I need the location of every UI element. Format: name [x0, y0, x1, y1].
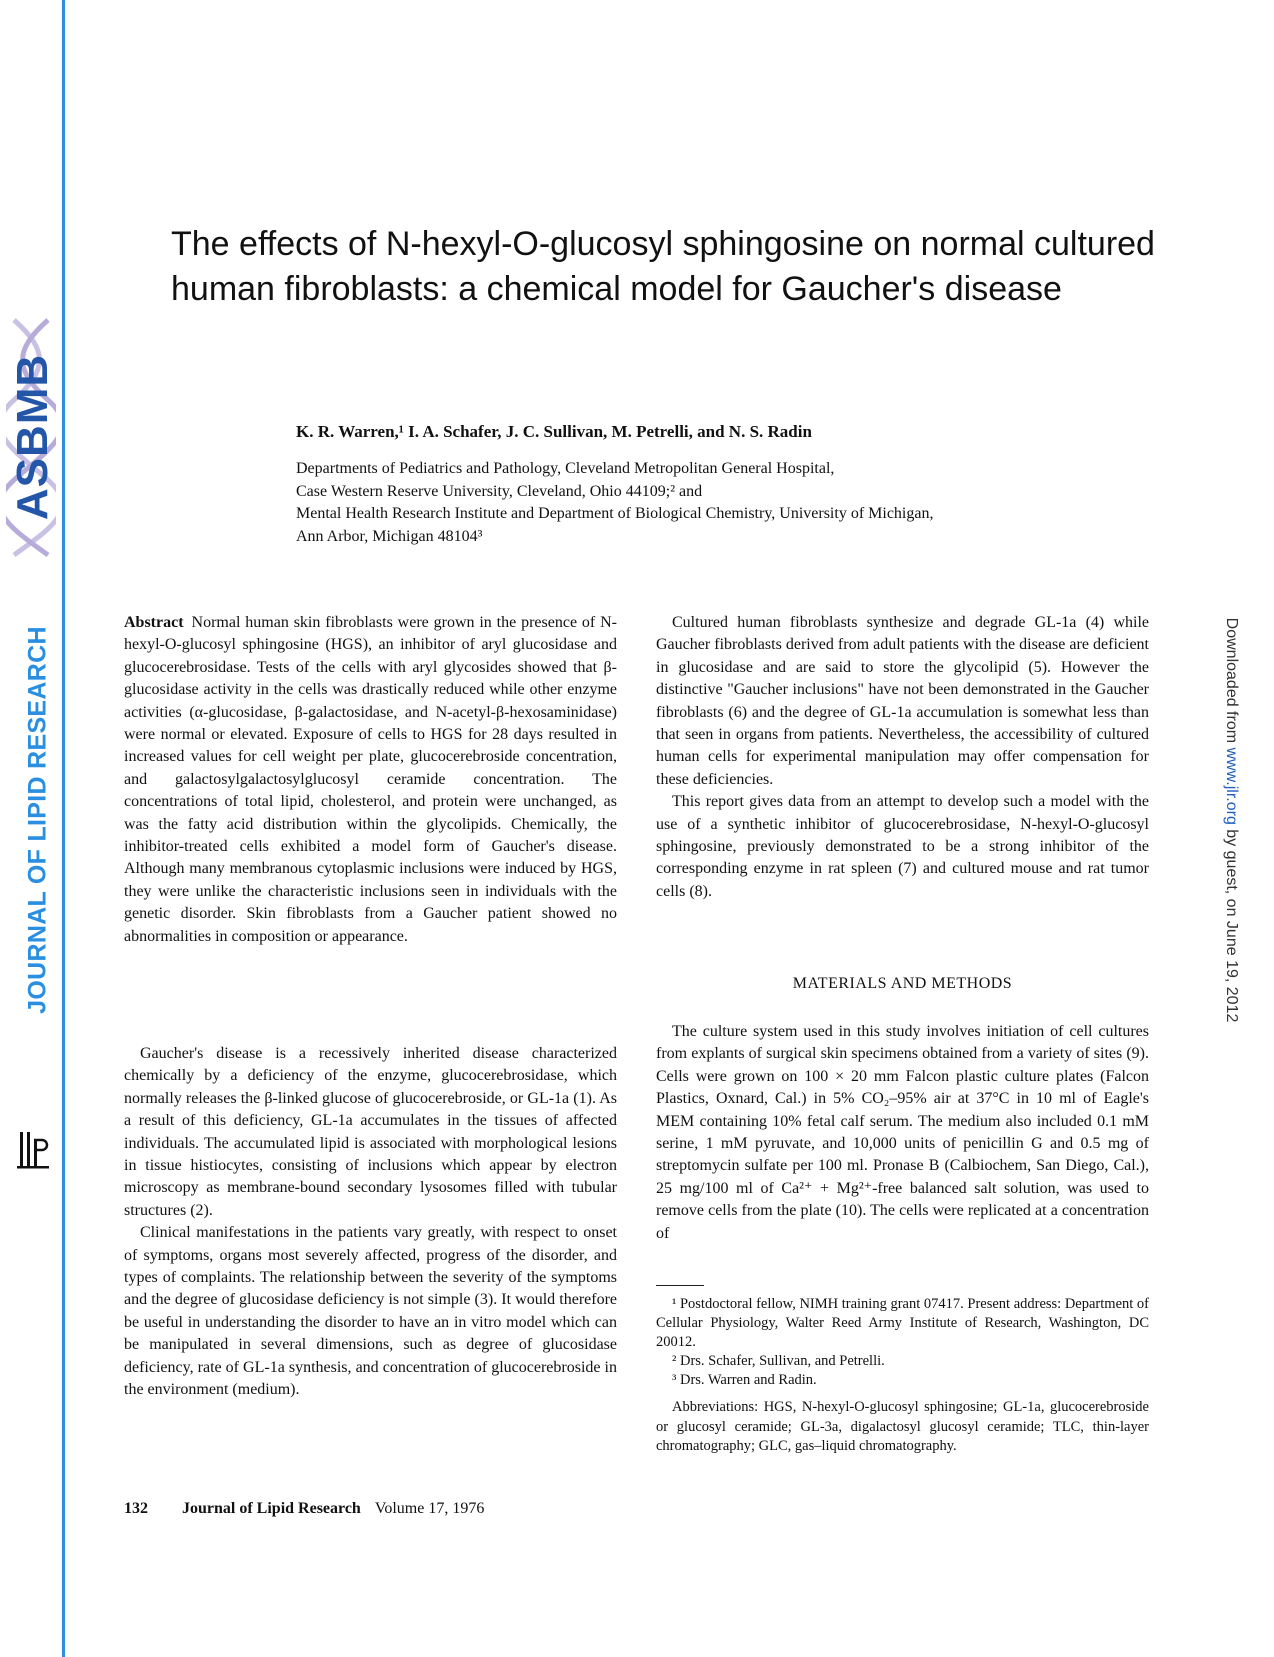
volume-info: Volume 17, 1976 [374, 1500, 485, 1517]
page-footer [124, 1500, 484, 1518]
page-number: 132 [124, 1500, 148, 1517]
journal-name: Journal of Lipid Research [182, 1500, 361, 1517]
paragraph: The culture system used in this study involves initiation of cell cultures from explants of surgical skin specimens obtained from a variety of sites (9). Cells were grown on 100 × 20 mm Falcon plastic culture plates (Falcon Plastics, Oxnard, Cal.) in 5% CO₂–95% air at 37°C in 10 ml of Eagle's MEM containing 10% fetal calf serum. The medium also included 0.1 mM serine, 1 mM pyruvate, and 10,000 units of penicillin G and 0.5 mg of streptomycin sulfate per 100 ml. Pronase B (Calbiochem, San Diego, Cal.), 25 mg/100 ml of Ca²⁺ + Mg²⁺-free balanced salt solution, was used to remove cells from the plate (10). The cells were replicated at a concentration of [656, 1023, 1149, 1242]
section-heading: MATERIALS AND METHODS [792, 975, 1013, 992]
paragraph: Gaucher's disease is a recessively inherited disease characterized chemically by a deficiency of the enzyme, glucocerebrosidase, which normally releases the β-linked glucose of glucocerebroside, or GL-1a (1). As a result of this deficiency, GL-1a accumulates in the tissues of affected individuals. The accumulated lipid is associated with morphological lesions in tissue histiocytes, consisting of inclusions which appear by electron microscopy as membrane-bound secondary lysosomes filled with tubular structures (2). [124, 1045, 617, 1219]
paragraph: Cultured human fibroblasts synthesize and degrade GL-1a (4) while Gaucher fibroblasts derived from adult patients with the disease are deficient in glucosidase and are said to store the glycolipid (5). However the distinctive "Gaucher inclusions" have not been demonstrated in the Gaucher fibroblasts (6) and the degree of GL-1a accumulation is somewhat less than that seen in organs from patients. Nevertheless, the accessibility of cultured human cells for experimental manipulation may offer compensation for these deficiencies. [656, 614, 1149, 788]
affiliations [296, 458, 1116, 548]
margin-rule [62, 0, 65, 1657]
paragraph: This report gives data from an attempt to develop such a model with the use of a synthetic inhibitor of glucocerebrosidase, N-hexyl-O-glucosyl sphingosine, previously demonstrated to be a strong inhibitor of the corresponding enzyme in rat spleen (7) and cultured mouse and rat tumor cells (8). [656, 793, 1149, 900]
footnote-divider [656, 1285, 704, 1286]
author-list: K. R. Warren,¹ I. A. Schafer, J. C. Sullivan, M. Petrelli, and N. S. Radin [296, 422, 812, 441]
abbreviations: Abbreviations: HGS, N-hexyl-O-glucosyl sphingosine; GL-1a, glucocerebroside or glucosyl ceramide; GL-3a, digalactosyl glucosyl ceramide; TLC, thin-layer chromatography; GLC, gas–liquid chromatography. [656, 1399, 1149, 1454]
introduction [124, 1043, 617, 1402]
affiliation-line: Departments of Pediatrics and Pathology, Cleveland Metropolitan General Hospital, [296, 460, 835, 477]
footnote: ³ Drs. Warren and Radin. [672, 1372, 817, 1388]
footnotes [656, 1295, 1149, 1390]
asbmb-logo [6, 315, 56, 560]
affiliation-line: Ann Arbor, Michigan 48104³ [296, 527, 483, 545]
article-title: The effects of N-hexyl-O-glucosyl sphingosine on normal cultured human fibroblasts: a chemical model for Gaucher's disease [171, 225, 1155, 308]
asbmb-wordmark: ASBMB [8, 353, 57, 521]
affiliation-line: Case Western Reserve University, Cleveland, Ohio 44109;² and [296, 482, 703, 500]
abstract-text: Normal human skin fibroblasts were grown in the presence of N-hexyl-O-glucosyl sphingosine (HGS), an inhibitor of aryl glucosidase and glucocerebrosidase. Tests of the cells with aryl glycosides showed that β-glucosidase activity in the cells was drastically reduced while other enzyme activities (α-glucosidase, β-galactosidase, and N-acetyl-β-hexosaminidase) were normal or elevated. Exposure of cells to HGS for 28 days resulted in increased values for cell weight per plate, glucocerebroside concentration, and galactosylgalactosylglucosyl ceramide concentration. The concentrations of total lipid, cholesterol, and protein were unchanged, as was the fatty acid distribution within the glycolipids. Chemically, the inhibitor-treated cells exhibited a model form of Gaucher's disease. Although many membranous cytoplasmic inclusions were induced by HGS, they were unlike the characteristic inclusions seen in individuals with the genetic disorder. Skin fibroblasts from a Gaucher patient showed no abnormalities in composition or appearance. [124, 614, 617, 945]
abstract [124, 612, 617, 948]
paragraph: Clinical manifestations in the patients vary greatly, with respect to onset of symptoms, organs most severely affected, progress of the disorder, and types of complaints. The relationship between the severity of the symptoms and the degree of glucosidase deficiency is not simple (3). It would therefore be useful in understanding the disorder to have an in vitro model which can be manipulated in several dimensions, such as degree of glucosidase deficiency, rate of GL-1a synthesis, and concentration of glucocerebroside in the environment (medium). [124, 1224, 617, 1399]
footnote: ² Drs. Schafer, Sullivan, and Petrelli. [672, 1353, 885, 1369]
affiliation-line: Mental Health Research Institute and Department of Biological Chemistry, University of Michigan, [296, 505, 934, 522]
jlr-link[interactable]: www.jlr.org [1223, 747, 1240, 825]
methods-text [656, 1021, 1149, 1245]
intro-continued [656, 612, 1149, 903]
footnote: ¹ Postdoctoral fellow, NIMH training grant 07417. Present address: Department of Cellular Physiology, Walter Reed Army Institute of Research, Washington, DC 20012. [656, 1296, 1149, 1350]
journal-side-title: JOURNAL OF LIPID RESEARCH [23, 626, 52, 1014]
jlr-logo-icon [14, 1128, 54, 1170]
download-notice: Downloaded from www.jlr.org by guest, on June 19, 2012 [1223, 617, 1240, 1023]
abstract-label: Abstract [124, 614, 184, 631]
